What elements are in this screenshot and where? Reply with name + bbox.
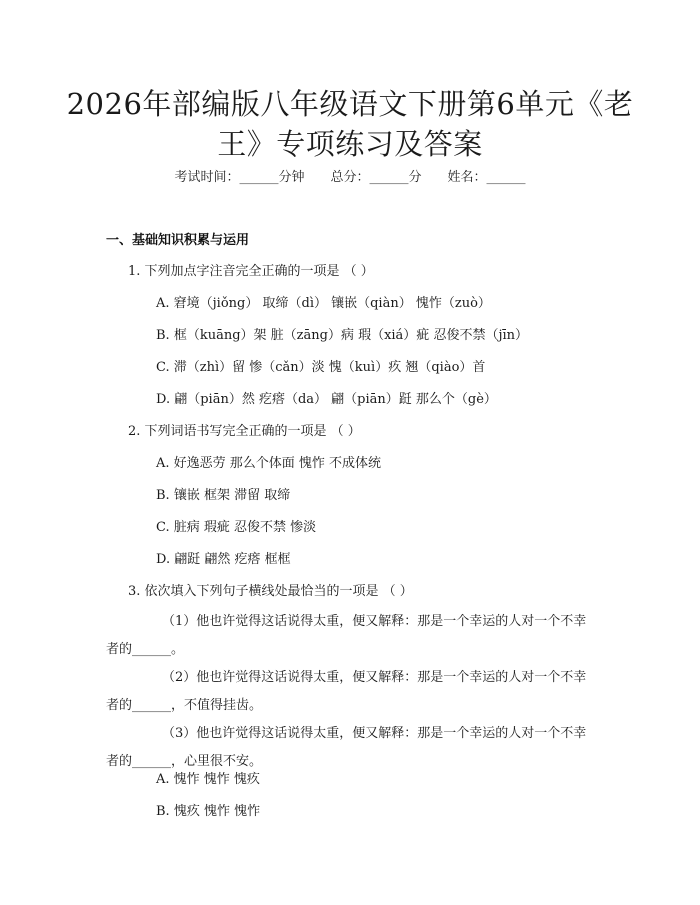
question-1-option-c: C. 滞（zhì）留 惨（cǎn）淡 愧（kuì）疚 翘（qiào）首: [156, 360, 486, 375]
question-2-option-c: C. 脏病 瑕疵 忍俊不禁 惨淡: [156, 520, 317, 535]
question-2-stem: 2. 下列词语书写完全正确的一项是 （ ）: [128, 424, 361, 439]
question-1-option-d: D. 翩（piān）然 疙瘩（da） 翩（piān）跹 那么个（gè）: [156, 392, 497, 407]
question-1-option-b: B. 框（kuāng）架 脏（zāng）病 瑕（xiá）疵 忍俊不禁（jīn）: [156, 328, 529, 343]
question-1-option-a: A. 窘境（jiǒng） 取缔（dì） 镶嵌（qiàn） 愧怍（zuò）: [156, 296, 491, 311]
page-title-line-2: 王》专项练习及答案: [217, 127, 483, 161]
question-3-sentence-2: （2）他也许觉得这话说得太重，便又解释：那是一个幸运的人对一个不幸者的______，不值得挂齿。: [106, 670, 587, 713]
question-1-stem: 1. 下列加点字注音完全正确的一项是 （ ）: [128, 264, 374, 279]
exam-name-field: 姓名：______: [447, 170, 526, 185]
question-3-option-a: A. 愧怍 愧怍 愧疚: [156, 772, 260, 787]
question-3-stem: 3. 依次填入下列句子横线处最恰当的一项是 （ ）: [128, 584, 413, 599]
question-2-option-a: A. 好逸恶劳 那么个体面 愧怍 不成体统: [156, 456, 382, 471]
section-heading: 一、基础知识积累与运用: [106, 233, 250, 248]
exam-meta: [0, 168, 700, 188]
question-3-sentence-1: （1）他也许觉得这话说得太重，便又解释：那是一个幸运的人对一个不幸者的______。: [106, 614, 587, 657]
page-title-line-1: 2026年部编版八年级语文下册第6单元《老: [66, 87, 634, 121]
question-3-option-b: B. 愧疚 愧怍 愧怍: [156, 804, 261, 819]
exam-score-field: 总分：______分: [330, 170, 422, 185]
question-2-option-b: B. 镶嵌 框架 滞留 取缔: [156, 488, 291, 503]
question-3-sentence-3: （3）他也许觉得这话说得太重，便又解释：那是一个幸运的人对一个不幸者的______，心里很不安。: [106, 726, 587, 769]
question-2-option-d: D. 翩跹 翩然 疙瘩 框框: [156, 552, 291, 567]
exam-time-field: 考试时间：______分钟: [174, 170, 305, 185]
